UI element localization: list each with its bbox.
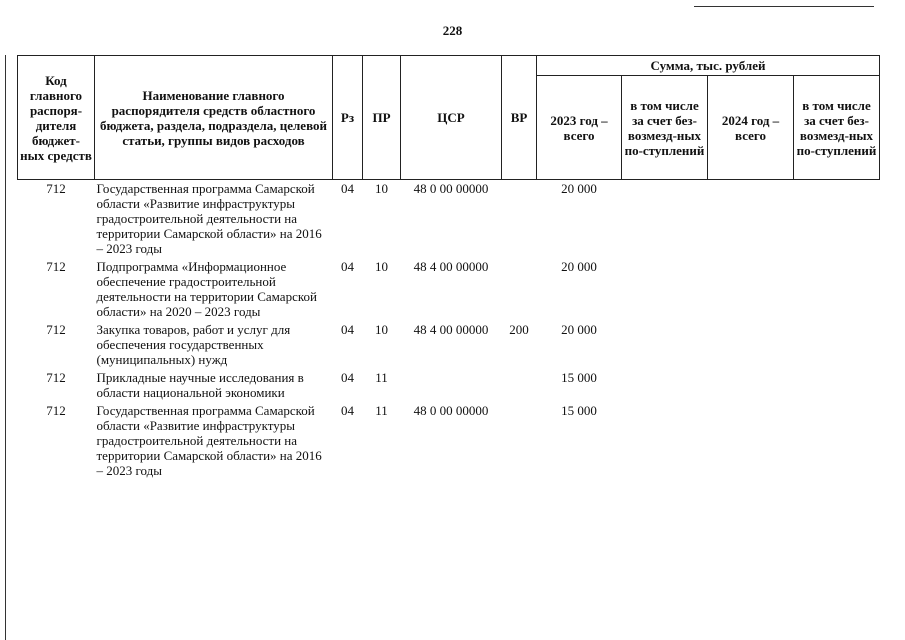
header-sum-group: Сумма, тыс. рублей — [537, 56, 880, 76]
header-free-2023: в том числе за счет без-возмезд-ных по-ступлений — [622, 76, 708, 180]
row-vr: 200 — [509, 322, 529, 337]
row-sum-2023: 20 000 — [561, 322, 597, 337]
row-sum-2024 — [708, 180, 794, 259]
table-row — [18, 258, 880, 321]
row-free-2024 — [794, 369, 880, 402]
header-rz: Рз — [333, 56, 363, 180]
row-sum-2023: 20 000 — [561, 181, 597, 196]
row-free-2024 — [794, 402, 880, 480]
row-sum-2024 — [708, 258, 794, 321]
row-name: Закупка товаров, работ и услуг для обеспечения государственных (муниципальных) нужд — [96, 322, 291, 367]
row-vr — [502, 402, 537, 480]
table-header — [18, 56, 880, 180]
row-free-2023 — [622, 321, 708, 369]
table-body — [18, 180, 880, 481]
row-code: 712 — [46, 259, 66, 274]
budget-table — [17, 55, 880, 480]
header-name: Наименование главного распорядителя средств областного бюджета, раздела, подраздела, целевой статьи, группы видов расходов — [95, 56, 333, 180]
row-code: 712 — [46, 403, 66, 418]
header-sum-2023: 2023 год – всего — [537, 76, 622, 180]
row-name: Подпрограмма «Информационное обеспечение градостроительной деятельности на территории Самарской области» на 2020 – 2023 годы — [96, 259, 317, 319]
row-pr: 11 — [375, 370, 388, 385]
row-sum-2023: 20 000 — [561, 259, 597, 274]
row-pr: 10 — [375, 181, 388, 196]
row-code: 712 — [46, 322, 66, 337]
row-rz: 04 — [341, 403, 354, 418]
header-csr: ЦСР — [401, 56, 502, 180]
row-free-2024 — [794, 180, 880, 259]
row-vr — [502, 369, 537, 402]
row-free-2023 — [622, 180, 708, 259]
table-row — [18, 402, 880, 480]
table-row — [18, 369, 880, 402]
row-pr: 11 — [375, 403, 388, 418]
row-sum-2024 — [708, 369, 794, 402]
row-csr — [401, 369, 502, 402]
row-pr: 10 — [375, 259, 388, 274]
row-sum-2024 — [708, 402, 794, 480]
row-csr: 48 4 00 00000 — [413, 259, 489, 274]
row-vr — [502, 180, 537, 259]
page-number: 228 — [442, 23, 463, 38]
row-vr — [502, 258, 537, 321]
row-free-2023 — [622, 258, 708, 321]
row-csr: 48 4 00 00000 — [413, 322, 489, 337]
row-sum-2023: 15 000 — [561, 370, 597, 385]
header-free-2024: в том числе за счет без-возмезд-ных по-ступлений — [794, 76, 880, 180]
row-sum-2024 — [708, 321, 794, 369]
table-row — [18, 321, 880, 369]
row-code: 712 — [46, 181, 66, 196]
header-sum-2024: 2024 год – всего — [708, 76, 794, 180]
header-pr: ПР — [363, 56, 401, 180]
row-free-2024 — [794, 321, 880, 369]
row-sum-2023: 15 000 — [561, 403, 597, 418]
row-csr: 48 0 00 00000 — [413, 181, 489, 196]
row-free-2023 — [622, 369, 708, 402]
row-rz: 04 — [341, 370, 354, 385]
table-row — [18, 180, 880, 259]
row-code: 712 — [46, 370, 66, 385]
row-csr: 48 0 00 00000 — [413, 403, 489, 418]
row-rz: 04 — [341, 181, 354, 196]
row-pr: 10 — [375, 322, 388, 337]
row-free-2024 — [794, 258, 880, 321]
row-rz: 04 — [341, 259, 354, 274]
header-vr: ВР — [502, 56, 537, 180]
row-name: Государственная программа Самарской области «Развитие инфраструктуры градостроительной деятельности на территории Самарской области» на 2016 – 2023 годы — [96, 181, 322, 256]
top-rule — [694, 6, 874, 7]
left-margin-rule — [5, 55, 6, 640]
row-name: Прикладные научные исследования в области национальной экономики — [96, 370, 304, 400]
row-name: Государственная программа Самарской области «Развитие инфраструктуры градостроительной деятельности на территории Самарской области» на 2016 – 2023 годы — [96, 403, 322, 478]
row-free-2023 — [622, 402, 708, 480]
row-rz: 04 — [341, 322, 354, 337]
header-code: Код главного распоря-дителя бюджет-ных средств — [18, 56, 95, 180]
